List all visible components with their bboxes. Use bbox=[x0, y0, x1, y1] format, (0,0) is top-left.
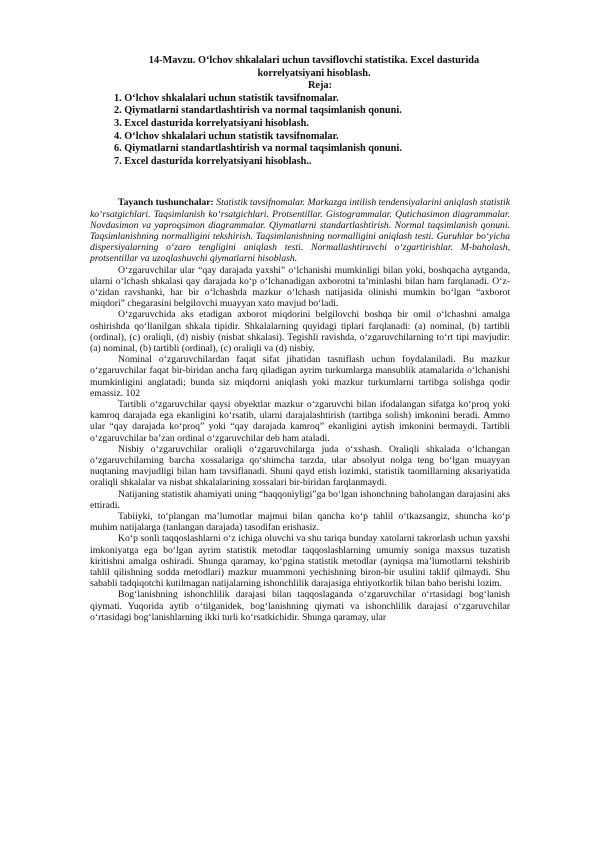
plan-item: 6. Qiymatlarni standartlashtirish va normal taqsimlanish qonuni. bbox=[114, 143, 402, 155]
plan-item: 1. O‘lchov shkalalari uchun statistik tavsifnomalar. bbox=[114, 92, 339, 104]
plan-list bbox=[90, 93, 510, 169]
plan-item: 4. O‘lchov shkalalari uchun statistik tavsifnomalar. bbox=[114, 130, 339, 142]
body-paragraph: Bog‘lanishning ishonchlilik darajasi bilan taqqoslaganda o‘zgaruvchilar o‘rtasidagi bog‘lanish qiymati. Yuqorida aytib o‘tilganidek, bog‘lanishning qiymati va ishonchlilik darajasi o‘zgaruvchilar o‘rtasidagi bog‘lanishlarning ikki turli ko‘rsatkichidir. Shunga qaramay, ular bbox=[90, 589, 510, 623]
body-paragraph: Ko‘p sonli taqqoslashlarni o‘z ichiga oluvchi va shu tariqa bunday xatolarni takrorlash uchun yaxshi imkoniyatga ega bo‘lgan ayrim statistik metodlar taqqoslashlarning umumiy soniga maxsus tuzatish kiritishni amalga oshiradi. Shunga qaramay, ko‘pgina statistik metodlar (ayniqsa ma’lumotlarni tekshirib tahlil qilishning sodda metodlari) mazkur muammoni yechishning biron-bir usulini taklif qilmaydi. Shu sababli tadqiqotchi kutilmagan natijalarning ishonchlilik darajasiga ehtiyotkorlik bilan baho berishi lozim. bbox=[90, 533, 510, 590]
body-paragraph: O‘zgaruvchida aks etadigan axborot miqdorini belgilovchi boshqa bir omil o‘lchashni amalga oshirishda qo‘llanilgan shkala tipidir. Shkalalarning quyidagi tiplari farqlanadi: (a) nominal, (b) tartibli (ordinal), (c) oraliqli, (d) nisbiy (nisbat shkalasi). Tegishli ravishda, o‘zgaruvchilarning to‘rt tipi mavjudir: (a) nominal, (b) tartibli (ordinal), (c) oraliqli va (d) nisbiy. bbox=[90, 309, 510, 354]
body-paragraph: Nominal o‘zgaruvchilardan faqat sifat jihatidan tasniflash uchun foydalaniladi. Bu mazkur o‘zgaruvchilar faqat bir-biridan ancha farq qiladigan ayrim turkumlarga mansublik atamalarida o‘lchanishi mumkinligini anglatadi; bunda siz miqdorni aniqlash yoki mazkur turkumlarni tartibga solishga qodir emassiz. 102 bbox=[90, 354, 510, 399]
body-paragraph: Tartibli o‘zgaruvchilar qaysi obyektlar mazkur o‘zgaruvchi bilan ifodalangan sifatga ko‘proq yoki kamroq darajada ega ekanligini ko‘rsatib, ularni darajalashtirish (tartibga solish) imkonini beradi. Ammo ular “qay darajada ko‘proq” yoki “qay darajada kamroq” ekanligini aytish imkonini bermaydi. Tartibli o‘zgaruvchilar ba’zan ordinal o‘zgaruvchilar deb ham ataladi. bbox=[90, 399, 510, 444]
plan-heading: Reja: bbox=[307, 80, 332, 92]
keywords-lead: Tayanch tushunchalar: bbox=[118, 197, 214, 209]
keywords-terms: Statistik tavsifnomalar. Markazga intilish tendensiyalarini aniqlash statistik ko‘rsatgichlari. Taqsimlanish ko‘rsatgichlari. Protsentillar. Gistogrammalar. Qutichasimon diagrammalar. Novdasimon va yaproqsimon diagrammalar. Qiymatlarni standartlashtirish. Normal taqsimlanish qonuni. Taqsimlanishning normalligini tekshirish. Taqsimlanishning normalligini aniqlash testi. Guruhlar bo‘yicha dispersiyalarning o‘zaro tengligini aniqlash testi. Normallashtiruvchi o‘zgartirishlar. M-baholash, protsentillar va uzoqlashuvchi qiymatlarni hisoblash. bbox=[90, 197, 510, 265]
title-line-2: korrelyatsiyani hisoblash. bbox=[257, 67, 371, 79]
document-title bbox=[90, 55, 510, 80]
plan-item: 7. Excel dasturida korrelyatsiyani hisoblash.. bbox=[114, 155, 312, 167]
body-paragraph: Natijaning statistik ahamiyati uning “haqqoniyligi”ga bo‘lgan ishonchning baholangan darajasini aks ettiradi. bbox=[90, 488, 510, 511]
body-paragraph: O‘zgaruvchilar ular “qay darajada yaxshi” o‘lchanishi mumkinligi bilan yoki, boshqacha aytganda, ularni o‘lchash shkalasi qay darajada ko‘p o‘lchanadigan axborotni ta’minlashi bilan ham farqlanadi. O‘z-o‘zidan ravshanki, har bir o‘lchashda mazkur o‘lchash natijasida olinishi mumkin bo‘lgan “axborot miqdori” chegarasini belgilovchi muayyan xato mavjud bo‘ladi. bbox=[90, 264, 510, 310]
plan-item: 2. Qiymatlarni standartlashtirish va normal taqsimlanish qonuni. bbox=[114, 105, 402, 117]
body-paragraph: Nisbiy o‘zgaruvchilar oraliqli o‘zgaruvchilarga juda o‘xshash. Oraliqli shkalada o‘lchangan o‘zgaruvchilarning barcha xossalariga qo‘shimcha tarzda, ular absolyut nolga teng bo‘lgan muayyan nuqtaning mavjudligi bilan ham tavsiflanadi. Shuni qayd etish lozimki, statistik taomillarning aksariyatida oraliqli shkalalar va nisbat shkalalarining xossalari bir-biridan farqlanmaydi. bbox=[90, 443, 510, 489]
body-paragraph: Tabiiyki, to‘plangan ma’lumotlar majmui bilan qancha ko‘p tahlil o‘tkazsangiz, shuncha ko‘p muhim natijalarga (tanlangan darajada) tasodifan erishasiz. bbox=[90, 511, 510, 534]
plan-item: 3. Excel dasturida korrelyatsiyani hisoblash. bbox=[114, 117, 309, 129]
title-line-1: 14-Mavzu. O‘lchov shkalalari uchun tavsiflovchi statistika. Excel dasturida bbox=[148, 55, 480, 66]
keywords-paragraph bbox=[90, 197, 510, 264]
